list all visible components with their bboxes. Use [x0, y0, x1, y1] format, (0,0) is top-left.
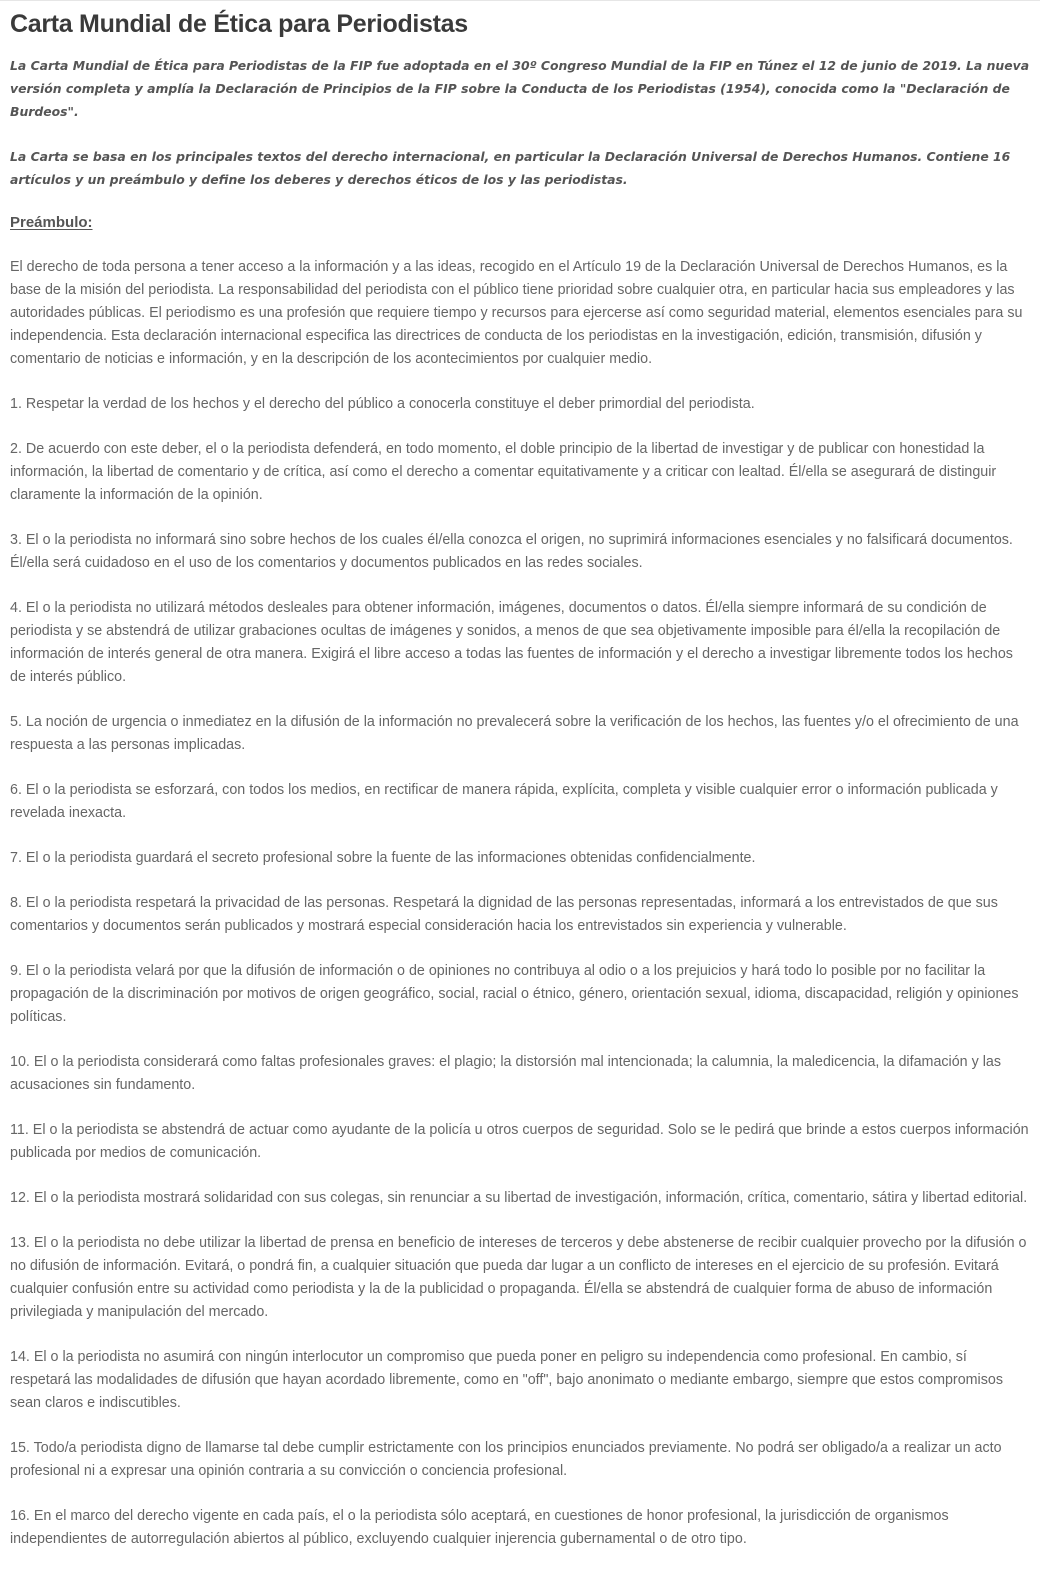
- preamble-heading: Preámbulo:: [10, 214, 93, 231]
- article-2: 2. De acuerdo con este deber, el o la periodista defenderá, en todo momento, el doble principio de la libertad de investigar y de publicar con honestidad la información, la libertad de comentario y de crítica, así como el derecho a comentar equitativamente y a criticar con lealtad. Él/ella se asegurará de distinguir claramente la información de la opinión.: [10, 441, 997, 503]
- article-13: 13. El o la periodista no debe utilizar la libertad de prensa en beneficio de intereses de terceros y debe abstenerse de recibir cualquier provecho por la difusión o no difusión de información. Evitará, o pondrá fin, a cualquier situación que pueda dar lugar a un conflicto de intereses en el ejercicio de su profesión. Evitará cualquier confusión entre su actividad como periodista y la de la publicidad o propaganda. Él/ella se abstendrá de cualquier forma de abuso de información privilegiada y manipulación del mercado.: [10, 1235, 1027, 1320]
- article-1: 1. Respetar la verdad de los hechos y el derecho del público a conocerla constituye el deber primordial del periodista.: [10, 396, 755, 412]
- article-15: 15. Todo/a periodista digno de llamarse tal debe cumplir estrictamente con los principios enunciados previamente. No podrá ser obligado/a a realizar un acto profesional ni a expresar una opinión contraria a su convicción o conciencia profesional.: [10, 1440, 1002, 1479]
- intro-paragraph: La Carta se basa en los principales textos del derecho internacional, en particular la Declaración Universal de Derechos Humanos. Contiene 16 artículos y un preámbulo y define los deberes y derechos éticos de los y las periodistas.: [10, 149, 1011, 187]
- article-content: [10, 9, 1030, 1551]
- article-12: 12. El o la periodista mostrará solidaridad con sus colegas, sin renunciar a su libertad de investigación, información, crítica, comentario, sátira y libertad editorial.: [10, 1190, 1028, 1206]
- article-11: 11. El o la periodista se abstendrá de actuar como ayudante de la policía u otros cuerpos de seguridad. Solo se le pedirá que brinde a estos cuerpos información publicada por medios de comunicación.: [10, 1122, 1029, 1161]
- article-4: 4. El o la periodista no utilizará métodos desleales para obtener información, imágenes, documentos o datos. Él/ella siempre informará de su condición de periodista y se abstendrá de utilizar grabaciones ocultas de imágenes y sonidos, a menos de que sea objetivamente imposible para él/ella la recopilación de información de interés general de otra manera. Exigirá el libre acceso a todas las fuentes de información y el derecho a investigar libremente todos los hechos de interés público.: [10, 600, 1013, 685]
- page-title: Carta Mundial de Ética para Periodistas: [10, 10, 468, 38]
- article-3: 3. El o la periodista no informará sino sobre hechos de los cuales él/ella conozca el origen, no suprimirá informaciones esenciales y no falsificará documentos. Él/ella será cuidadoso en el uso de los comentarios y documentos publicados en las redes sociales.: [10, 532, 1013, 571]
- article-16: 16. En el marco del derecho vigente en cada país, el o la periodista sólo aceptará, en cuestiones de honor profesional, la jurisdicción de organismos independientes de autorregulación abiertos al público, excluyendo cualquier injerencia gubernamental o de otro tipo.: [10, 1508, 949, 1547]
- intro-paragraph: La Carta Mundial de Ética para Periodistas de la FIP fue adoptada en el 30º Congreso Mundial de la FIP en Túnez el 12 de junio de 2019. La nueva versión completa y amplía la Declaración de Principios de la FIP sobre la Conducta de los Periodistas (1954), conocida como la "Declaración de Burdeos".: [10, 58, 1030, 119]
- article-14: 14. El o la periodista no asumirá con ningún interlocutor un compromiso que pueda poner en peligro su independencia como profesional. En cambio, sí respetará las modalidades de difusión que hayan acordado libremente, como en "off", bajo anonimato o mediante embargo, siempre que estos compromisos sean claros e indiscutibles.: [10, 1349, 1003, 1411]
- article-8: 8. El o la periodista respetará la privacidad de las personas. Respetará la dignidad de las personas representadas, informará a los entrevistados de que sus comentarios y documentos serán publicados y mostrará especial consideración hacia los entrevistados sin experiencia y vulnerable.: [10, 895, 998, 934]
- article-10: 10. El o la periodista considerará como faltas profesionales graves: el plagio; la distorsión mal intencionada; la calumnia, la maledicencia, la difamación y las acusaciones sin fundamento.: [10, 1054, 1001, 1093]
- article-5: 5. La noción de urgencia o inmediatez en la difusión de la información no prevalecerá sobre la verificación de los hechos, las fuentes y/o el ofrecimiento de una respuesta a las personas implicadas.: [10, 714, 1019, 753]
- article-6: 6. El o la periodista se esforzará, con todos los medios, en rectificar de manera rápida, explícita, completa y visible cualquier error o información publicada y revelada inexacta.: [10, 782, 998, 821]
- preamble-paragraph: El derecho de toda persona a tener acceso a la información y a las ideas, recogido en el Artículo 19 de la Declaración Universal de Derechos Humanos, es la base de la misión del periodista. La responsabilidad del periodista con el público tiene prioridad sobre cualquier otra, en particular hacia sus empleadores y las autoridades públicas. El periodismo es una profesión que requiere tiempo y recursos para ejercerse así como seguridad material, elementos esenciales para su independencia. Esta declaración internacional especifica las directrices de conducta de los periodistas en la investigación, edición, transmisión, difusión y comentario de noticias e información, y en la descripción de los acontecimientos por cualquier medio.: [10, 259, 1023, 367]
- article-7: 7. El o la periodista guardará el secreto profesional sobre la fuente de las informaciones obtenidas confidencialmente.: [10, 850, 756, 866]
- article-9: 9. El o la periodista velará por que la difusión de información o de opiniones no contribuya al odio o a los prejuicios y hará todo lo posible por no facilitar la propagación de la discriminación por motivos de origen geográfico, social, racial o étnico, género, orientación sexual, idioma, discapacidad, religión y opiniones políticas.: [10, 963, 1019, 1025]
